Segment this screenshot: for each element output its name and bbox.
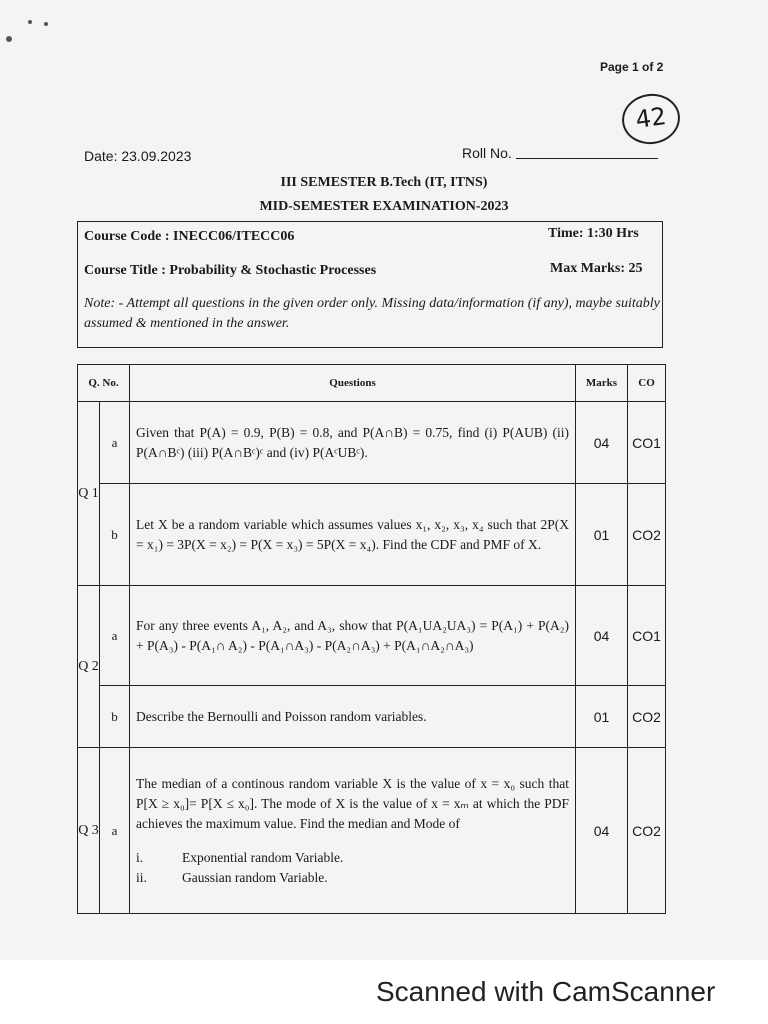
question-text: For any three events A₁, A₂, and A₃, show that P(A₁UA₂UA₃) = P(A₁) + P(A₂) + P(A₃) - P(A₁∩ A₂) - P(A₁∩A₃) - P(A₂∩A₃) + P(A₁∩A₂∩A₃) <box>130 586 576 686</box>
exam-time: Time: 1:30 Hrs <box>548 226 639 241</box>
list-item-number: i. <box>136 849 144 865</box>
roll-number-label: Roll No. <box>462 145 512 161</box>
max-marks: Max Marks: 25 <box>550 261 643 276</box>
handwritten-score: 42 <box>619 90 683 148</box>
course-title: Course Title : Probability & Stochastic Processes <box>84 263 377 278</box>
header-marks: Marks <box>576 365 628 402</box>
page-number: Page 1 of 2 <box>600 60 664 74</box>
course-code: Course Code : INECC06/ITECC06 <box>84 229 295 244</box>
list-item-text: Gaussian random Variable. <box>182 869 328 885</box>
question-co: CO2 <box>628 484 666 586</box>
sub-question-label: a <box>100 402 130 484</box>
sub-part-list <box>136 848 569 888</box>
question-number: Q 2 <box>78 586 100 748</box>
roll-number-line <box>516 158 658 159</box>
question-text: Describe the Bernoulli and Poisson random variables. <box>130 686 576 748</box>
table-row <box>78 748 666 914</box>
exam-note: Note: - Attempt all questions in the given order only. Missing data/information (if any), maybe suitably assumed & mentioned in the answer. <box>84 296 660 331</box>
questions-table <box>77 364 666 914</box>
header-q-no: Q. No. <box>78 365 130 402</box>
semester-heading: III SEMESTER B.Tech (IT, ITNS) <box>280 175 488 190</box>
table-row <box>78 686 666 748</box>
question-marks: 01 <box>576 686 628 748</box>
question-marks: 04 <box>576 586 628 686</box>
table-row <box>78 402 666 484</box>
question-text: Given that P(A) = 0.9, P(B) = 0.8, and P(A∩B) = 0.75, find (i) P(AUB) (ii) P(A∩Bᶜ) (iii) P(A∩Bᶜ)ᶜ and (iv) P(AᶜUBᶜ). <box>130 402 576 484</box>
header-co: CO <box>628 365 666 402</box>
question-cell <box>130 748 576 914</box>
list-item-text: Exponential random Variable. <box>182 849 344 865</box>
table-header-row <box>78 365 666 402</box>
table-row <box>78 586 666 686</box>
sub-question-label: b <box>100 484 130 586</box>
question-marks: 04 <box>576 402 628 484</box>
header-questions: Questions <box>130 365 576 402</box>
table-row <box>78 484 666 586</box>
question-text: The median of a continous random variable X is the value of x = x₀ such that P[X ≥ x₀]= P[X ≤ x₀]. The mode of X is the value of x = xₘ at which the PDF achieves the maximum value. Find the median and Mode of <box>136 775 569 831</box>
exam-heading: MID-SEMESTER EXAMINATION-2023 <box>259 199 509 214</box>
sub-question-label: b <box>100 686 130 748</box>
sub-question-label: a <box>100 748 130 914</box>
question-co: CO1 <box>628 402 666 484</box>
list-item-number: ii. <box>136 869 147 885</box>
scan-speck <box>28 20 32 24</box>
question-marks: 01 <box>576 484 628 586</box>
sub-question-label: a <box>100 586 130 686</box>
question-co: CO2 <box>628 748 666 914</box>
question-co: CO2 <box>628 686 666 748</box>
exam-date: Date: 23.09.2023 <box>84 148 192 164</box>
question-marks: 04 <box>576 748 628 914</box>
list-item <box>136 868 569 888</box>
question-co: CO1 <box>628 586 666 686</box>
scan-speck <box>6 36 12 42</box>
question-number: Q 3 <box>78 748 100 914</box>
scan-speck <box>44 22 48 26</box>
list-item <box>136 848 569 868</box>
camscanner-watermark: Scanned with CamScanner <box>376 976 716 1007</box>
question-text: Let X be a random variable which assumes values x₁, x₂, x₃, x₄ such that 2P(X = x₁) = 3P(X = x₂) = P(X = x₃) = 5P(X = x₄). Find the CDF and PMF of X. <box>130 484 576 586</box>
question-number: Q 1 <box>78 402 100 586</box>
